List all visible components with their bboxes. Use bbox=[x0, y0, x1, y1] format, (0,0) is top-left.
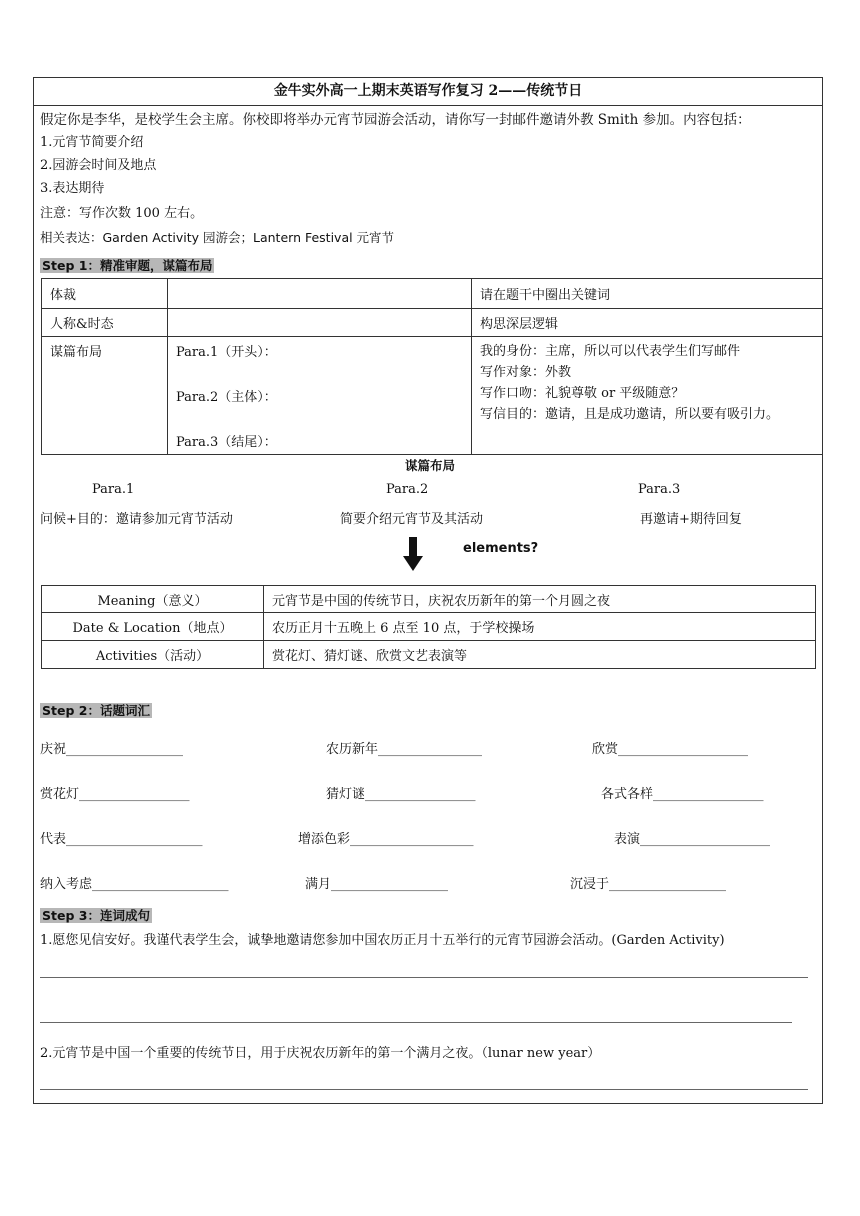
step1-cell-layout-label: 谋篇布局 bbox=[42, 337, 168, 455]
answer-line[interactable] bbox=[40, 1089, 808, 1090]
answer-line[interactable] bbox=[40, 977, 808, 978]
outline-desc-2: 简要介绍元宵节及其活动 bbox=[340, 512, 484, 527]
outline-para-2: Para.2 bbox=[386, 482, 429, 497]
step1-para-3: Para.3（结尾）： bbox=[176, 435, 277, 450]
step1-logic-2: 写作对象：外教 bbox=[480, 365, 572, 380]
step3-label bbox=[40, 906, 152, 924]
step1-para-1: Para.1（开头）： bbox=[176, 345, 277, 360]
vocab-item: 代表_____________________ bbox=[40, 832, 203, 847]
step1-cell-paras bbox=[168, 337, 472, 455]
outline-para-1: Para.1 bbox=[92, 482, 135, 497]
step2-label bbox=[40, 701, 152, 719]
step1-cell-person-value bbox=[168, 309, 472, 337]
vocab-item: 满月__________________ bbox=[305, 877, 449, 892]
outline-desc-3: 再邀请+期待回复 bbox=[640, 512, 742, 527]
step1-cell-genre-value bbox=[168, 279, 472, 309]
outline-para-3: Para.3 bbox=[638, 482, 681, 497]
step1-cell-genre-label: 体裁 bbox=[42, 279, 168, 309]
step3-heading: Step 3：连词成句 bbox=[42, 908, 150, 923]
prompt-note: 注意：写作次数 100 左右。 bbox=[40, 206, 204, 221]
page-title: 金牛实外高一上期末英语写作复习 2——传统节日 bbox=[34, 78, 822, 106]
step1-cell-keyword-hint: 请在题干中圈出关键词 bbox=[472, 279, 823, 309]
vocab-item: 增添色彩___________________ bbox=[298, 832, 474, 847]
vocab-item: 赏花灯_________________ bbox=[40, 787, 190, 802]
sentence-1-prompt: 1.愿您见信安好。我谨代表学生会，诚挚地邀请您参加中国农历正月十五举行的元宵节园游会活动。(Garden Activity) bbox=[40, 933, 725, 948]
step1-heading: Step 1：精准审题，谋篇布局 bbox=[42, 258, 213, 273]
vocab-item: 纳入考虑_____________________ bbox=[40, 877, 229, 892]
prompt-point-3: 3.表达期待 bbox=[40, 181, 105, 196]
step1-para-2: Para.2（主体）： bbox=[176, 390, 277, 405]
step1-logic-3: 写作口吻：礼貌尊敬 or 平级随意？ bbox=[480, 386, 685, 401]
step1-cell-logic-hint: 构思深层逻辑 bbox=[472, 309, 823, 337]
elements-table bbox=[41, 585, 816, 669]
step1-cell-person-label: 人称&时态 bbox=[42, 309, 168, 337]
step1-cell-logic bbox=[472, 337, 823, 455]
elements-value-activities: 赏花灯、猜灯谜、欣赏文艺表演等 bbox=[264, 641, 816, 669]
answer-line[interactable] bbox=[40, 1022, 792, 1023]
step2-heading: Step 2：话题词汇 bbox=[42, 703, 150, 718]
elements-label: elements? bbox=[463, 541, 539, 556]
prompt-point-2: 2.园游会时间及地点 bbox=[40, 158, 157, 173]
elements-key-meaning: Meaning（意义） bbox=[42, 586, 264, 613]
elements-value-meaning: 元宵节是中国的传统节日，庆祝农历新年的第一个月圆之夜 bbox=[264, 586, 816, 613]
step1-logic-1: 我的身份：主席，所以可以代表学生们写邮件 bbox=[480, 344, 741, 359]
vocab-item: 庆祝__________________ bbox=[40, 742, 184, 757]
elements-key-activities: Activities（活动） bbox=[42, 641, 264, 669]
down-arrow-icon bbox=[403, 537, 423, 571]
sentence-2-prompt: 2.元宵节是中国一个重要的传统节日，用于庆祝农历新年的第一个满月之夜。（lunar new year） bbox=[40, 1046, 601, 1061]
step1-table bbox=[41, 278, 823, 455]
vocab-item: 农历新年________________ bbox=[326, 742, 483, 757]
prompt-point-1: 1.元宵节简要介绍 bbox=[40, 135, 144, 150]
vocab-item: 沉浸于__________________ bbox=[570, 877, 727, 892]
vocab-item: 欣赏____________________ bbox=[592, 742, 749, 757]
elements-value-date: 农历正月十五晚上 6 点至 10 点，于学校操场 bbox=[264, 613, 816, 641]
vocab-item: 猜灯谜_________________ bbox=[326, 787, 476, 802]
prompt-intro: 假定你是李华，是校学生会主席。你校即将举办元宵节园游会活动，请你写一封邮件邀请外教 Smith 参加。内容包括： bbox=[40, 112, 751, 128]
elements-key-date: Date & Location（地点） bbox=[42, 613, 264, 641]
vocab-item: 表演____________________ bbox=[614, 832, 771, 847]
vocab-item: 各式各样_________________ bbox=[601, 787, 764, 802]
prompt-related: 相关表达：Garden Activity 园游会；Lantern Festival 元宵节 bbox=[40, 230, 395, 245]
outline-heading: 谋篇布局 bbox=[404, 458, 455, 473]
step1-label bbox=[40, 256, 214, 274]
outline-desc-1: 问候+目的：邀请参加元宵节活动 bbox=[40, 512, 233, 527]
step1-logic-4: 写信目的：邀请，且是成功邀请，所以要有吸引力。 bbox=[480, 407, 780, 422]
